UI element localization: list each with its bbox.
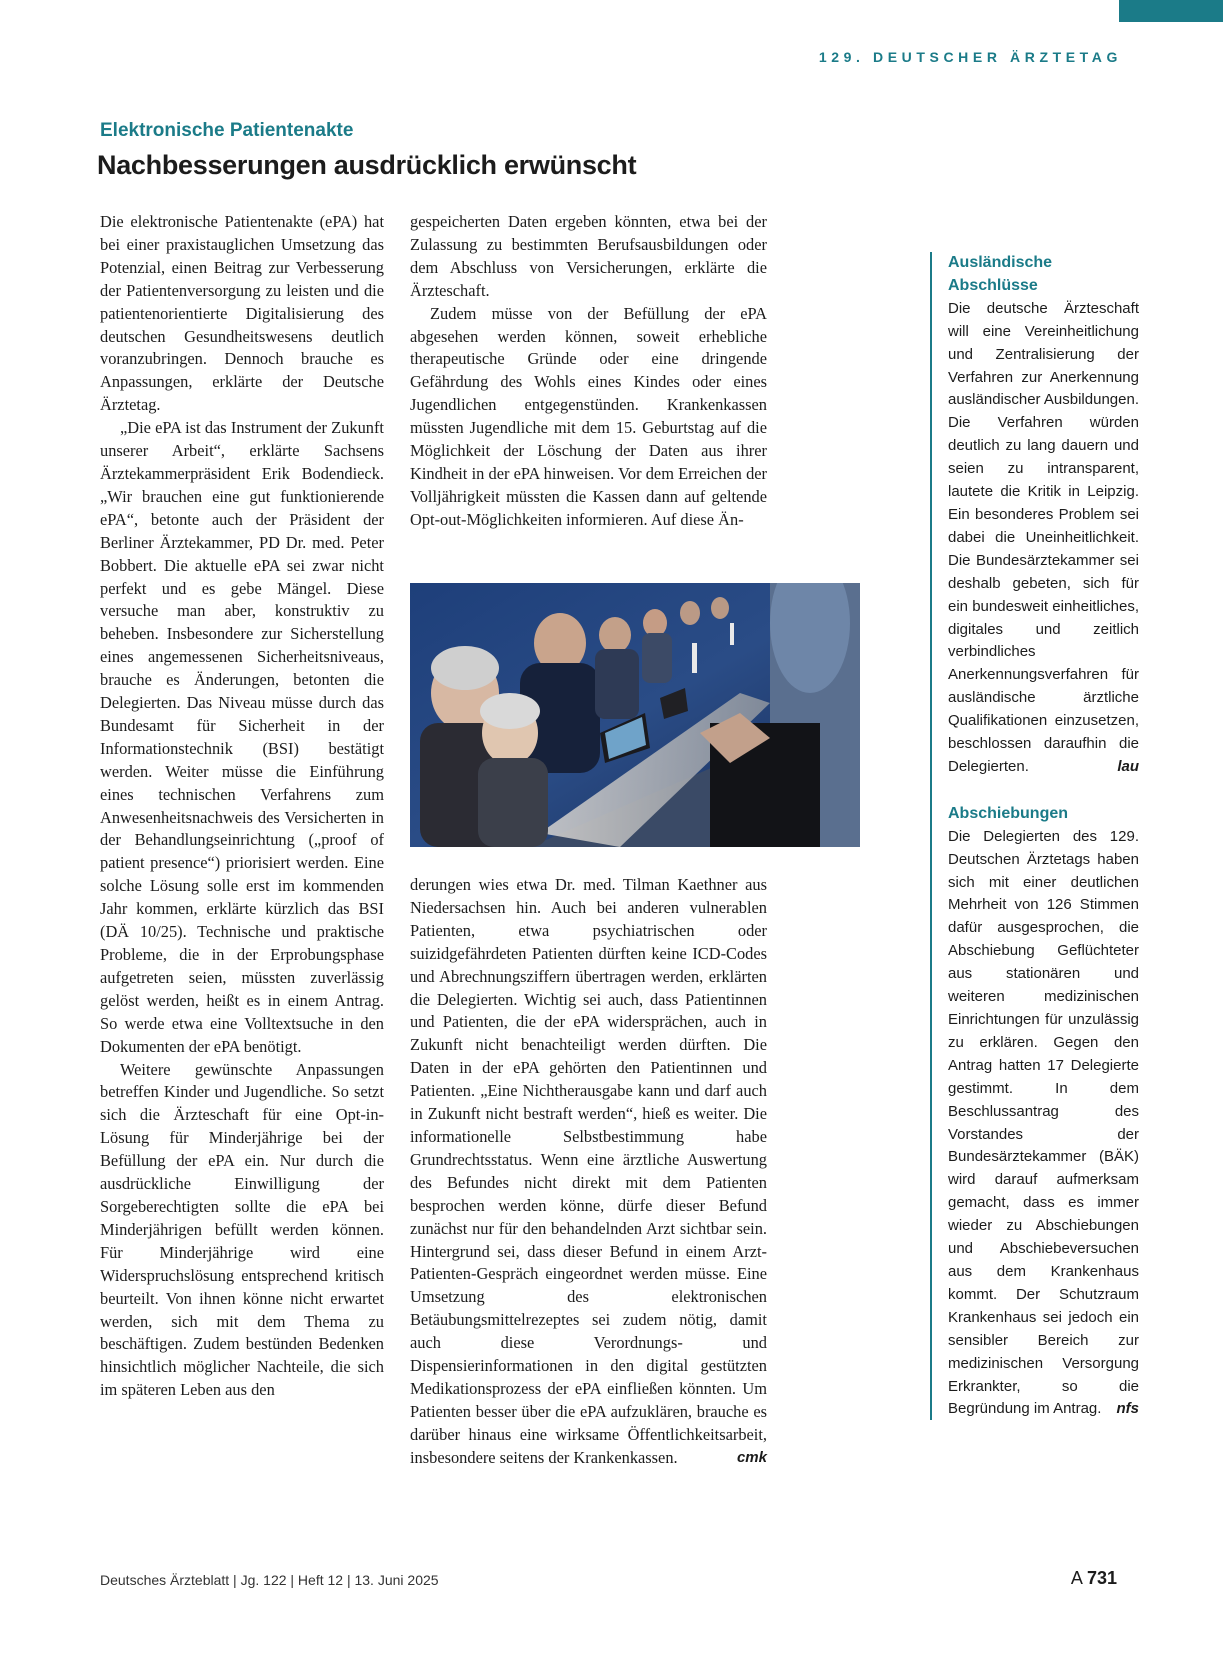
sidebar-text	[948, 826, 1139, 1422]
paragraph: Die elektronische Patientenakte (ePA) hat bei einer praxistauglichen Umsetzung das Potenzial, einen Beitrag zur Verbesserung der Patientenversorgung zu leisten und die patientenorientierte Digitalisierung des deutschen Gesundheitswesens deutlich voranzubringen. Dennoch brauche es Anpassungen, erklärte der Deutsche Ärztetag.	[100, 212, 384, 415]
paragraph: gespeicherten Daten ergeben könnten, etwa bei der Zulassung zu bestimmten Berufsausbildungen oder dem Abschluss von Versicherungen, erklärte die Ärzteschaft.	[410, 212, 767, 300]
article-column-2-bottom	[410, 874, 767, 1470]
conference-photo	[410, 583, 860, 847]
sidebar-text	[948, 298, 1139, 779]
author-initials: lau	[1117, 757, 1139, 775]
sidebar-item-abschiebungen	[948, 803, 1139, 1421]
sidebar-box	[930, 252, 1139, 1420]
page-prefix: A	[1070, 1568, 1082, 1588]
journal-citation: Deutsches Ärzteblatt | Jg. 122 | Heft 12 | 13. Juni 2025	[100, 1572, 439, 1588]
article-title: Nachbesserungen ausdrücklich erwünscht	[97, 150, 637, 180]
sidebar-heading: Ausländische Abschlüsse	[948, 254, 1053, 294]
corner-accent-bar	[1119, 0, 1223, 22]
article-column-1	[100, 211, 384, 1402]
sidebar-paragraph: Die deutsche Ärzteschaft will eine Vereinheitlichung und Zentralisierung der Verfahren zur Anerkennung ausländischer Ausbildungen. Die Verfahren würden deutlich zu lang dauern und seien zu intransparent, lautete die Kritik in Leipzig. Ein besonderes Problem sei dabei die Uneinheitlichkeit. Die Bundesärztekammer sei deshalb gebeten, sich für ein bundesweit einheitliches, digitales und zeitlich verbindliches Anerkennungsverfahren für ausländische ärztliche Qualifikationen einzusetzen, beschlossen daraufhin die Delegierten.	[948, 299, 1139, 775]
paragraph: „Die ePA ist das Instrument der Zukunft unserer Arbeit“, erklärte Sachsens Ärztekammerpräsident Erik Bodendieck. „Wir brauchen eine gut funktionierende ePA“, betonte auch der Präsident der Berliner Ärztekammer, PD Dr. med. Peter Bobbert. Die aktuelle ePA sei zwar nicht perfekt und es gebe Mängel. Diese versuche man aber, konstruktiv zu beheben. Insbesondere zur Sicherstellung eines angemessenen Sicherheitsniveaus, brauche es Änderungen, betonten die Delegierten. Das Niveau müsse durch das Bundesamt für Sicherheit in der Informationstechnik (BSI) bestätigt werden. Weiter müsse die Einführung eines technischen Verfahrens zum Anwesenheitsnachweis des Versicherten in der Behandlungseinrichtung („proof of patient presence“) priorisiert werden. Eine solche Lösung solle erst im kommenden Jahr kommen, erklärte kürzlich das BSI (DÄ 10/25). Technische und praktische Probleme, die in der Erprobungsphase aufgetreten seien, müssten zuverlässig gelöst werden, heißt es in einem Antrag. So werde etwa eine Volltextsuche in den Dokumenten der ePA benötigt.	[100, 418, 384, 1056]
paragraph	[410, 874, 767, 1470]
author-initials: cmk	[736, 1448, 767, 1466]
article-kicker: Elektronische Patientenakte	[100, 120, 354, 141]
page-number	[1071, 1568, 1117, 1589]
paragraph: Zudem müsse von der Befüllung der ePA abgesehen werden können, soweit erhebliche therapeutische Gründe oder eine dringende Gefährdung des Wohls eines Kindes oder eines Jugendlichen entgegenstünden. Krankenkassen müssten Jugendliche mit dem 15. Geburtstag auf die Möglichkeit der Löschung der Daten aus ihrer Kindheit in der ePA hinweisen. Vor dem Erreichen der Volljährigkeit müssten die Kassen dann auf geltende Opt-out-Möglichkeiten informieren. Auf diese Än-	[410, 303, 767, 529]
sidebar-item-auslaendische-abschluesse	[948, 252, 1139, 779]
paragraph: Weitere gewünschte Anpassungen betreffen Kinder und Jugendliche. So setzt sich die Ärzteschaft für eine Opt-in-Lösung für Minderjährige bei der Befüllung der ePA ein. Nur durch die ausdrückliche Einwilligung der Sorgeberechtigten sollte die ePA bei Minderjährigen befüllt werden können. Für Minderjährige wird eine Widerspruchslösung entsprechend kritisch beurteilt. Von ihnen könne nicht erwartet werden, sich mit dem Thema zu beschäftigen. Zudem bestünden Bedenken hinsichtlich möglicher Nachteile, die sich im späteren Leben aus den	[100, 1059, 384, 1400]
paragraph-text: derungen wies etwa Dr. med. Tilman Kaethner aus Niedersachsen hin. Auch bei anderen vulnerablen Patienten, etwa psychiatrischen oder suizidgefährdeten Patienten dürften keine ICD-Codes und Abrechnungsziffern übertragen werden, erklärten die Delegierten. Wichtig sei auch, dass Patientinnen und Patienten, die der ePA widersprächen, auch in Zukunft nicht benachteiligt werden dürften. Die Daten in der ePA gehörten den Patientinnen und Patienten. „Eine Nichtherausgabe kann und darf auch in Zukunft nicht bestraft werden“, hieß es weiter. Die informationelle Selbstbestimmung habe Grundrechtsstatus. Wenn eine ärztliche Auswertung des Befundes nicht direkt mit dem Patienten besprochen werden könne, dürfe dieser Befund zunächst nur für den behandelnden Arzt sichtbar sein. Hintergrund sei, dass dieser Befund in einem Arzt-Patienten-Gespräch eingeordnet werden müsse. Eine Umsetzung des elektronischen Betäubungsmittelrezeptes sei zudem nötig, damit auch diese Verordnungs- und Dispensierinformationen in den digital gestützten Medikationsprozess der ePA einfließen könnten. Um Patienten besser über die ePA aufzuklären, brauche es darüber hinaus eine wirksame Öffentlichkeitsarbeit, insbesondere seitens der Krankenkassen.	[410, 875, 767, 1467]
article-column-2-top	[410, 211, 767, 532]
author-initials: nfs	[1116, 1400, 1139, 1418]
section-header: 129. DEUTSCHER ÄRZTETAG	[818, 49, 1122, 65]
page-number-value: 731	[1086, 1568, 1117, 1588]
sidebar-heading: Abschiebungen	[948, 804, 1069, 822]
sidebar-paragraph: Die Delegierten des 129. Deutschen Ärztetags haben sich mit einer deutlichen Mehrheit von 126 Stimmen dafür ausgesprochen, die Abschiebung Geflüchteter aus stationären und weiteren medizinischen Einrichtungen für unzulässig zu erklären. Gegen den Antrag hatten 17 Delegierte gestimmt. In dem Beschlussantrag des Vorstandes der Bundesärztekammer (BÄK) wird darauf aufmerksam gemacht, dass es immer wieder zu Abschiebungen und Abschiebeversuchen aus dem Krankenhaus kommt. Der Schutzraum Krankenhaus sei jedoch ein sensibler Bereich zur medizinischen Versorgung Erkrankter, so die Begründung im Antrag.	[948, 827, 1139, 1418]
